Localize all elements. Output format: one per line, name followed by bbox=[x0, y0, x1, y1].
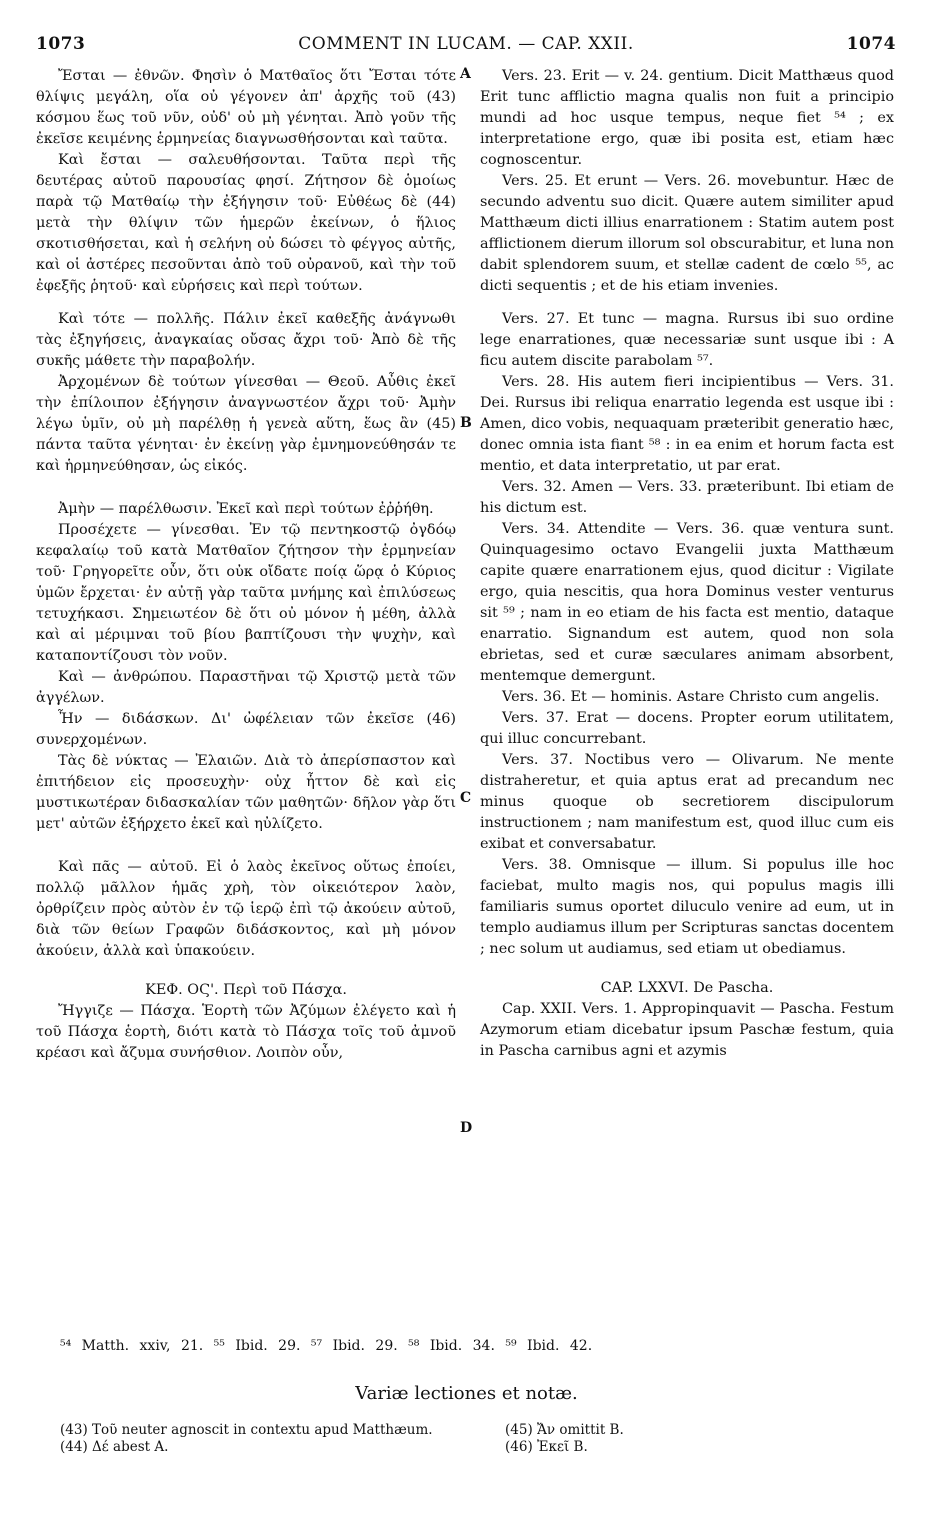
greek-paragraph: Ἤγγιζε — Πάσχα. Ἑορτὴ τῶν Ἀζύμων ἐλέγετο καὶ ἡ τοῦ Πάσχα ἑορτὴ, διότι κατὰ τὸ Πάσχα τοῖς τοῦ ἀμνοῦ κρέασι καὶ ἄζυμα συνήσθιον. Λοιπὸν οὖν, bbox=[36, 1003, 456, 1061]
latin-paragraph: Vers. 34. Attendite — Vers. 36. quæ ventura sunt. Quinquagesimo octavo Evangelii juxta Matthæum capite quære enarrationem ejus, quod dicitur : Vigilate ergo, quia nescitis, qua hora Dominus vester venturus sit ⁵⁹ ; nam in eo etiam de his facta est mentio, dataque enarratio. Signandum est autem, quod non sola ebrietas, sed et curæ sæculares animam absorbent, mentemque demergunt. bbox=[480, 521, 894, 684]
margin-marker-a: A bbox=[460, 66, 471, 82]
variae-right bbox=[505, 1422, 885, 1456]
footnote: ⁵⁹ Ibid. 42. bbox=[505, 1338, 593, 1354]
footnote: ⁵⁴ Matth. xxiv, 21. bbox=[60, 1338, 204, 1354]
latin-paragraph: Vers. 32. Amen — Vers. 33. præteribunt. Ibi etiam de his dictum est. bbox=[480, 479, 894, 516]
running-title: COMMENT IN LUCAM. — CAP. XXII. bbox=[298, 34, 634, 54]
greek-paragraph: Καὶ ἔσται — σαλευθήσονται. Ταῦτα περὶ τῆς δευτέρας αὐτοῦ παρουσίας φησί. Ζήτησον δὲ ὁμοίως παρὰ τῷ Ματθαίῳ τὴν ἐξήγησιν τοῦ· Εὐθέως δὲ (44) μετὰ τὴν θλίψιν τῶν ἡμερῶν ἐκείνων, ὁ ἥλιος σκοτισθήσεται, καὶ ἡ σελήνη οὐ δώσει τὸ φέγγος αὐτῆς, καὶ οἱ ἀστέρες πεσοῦνται ἀπὸ τοῦ οὐρανοῦ, καὶ τὴν τοῦ ἐφεξῆς ῥητοῦ· καὶ εὑρήσεις καὶ περὶ τούτων. bbox=[36, 152, 456, 294]
variant-note: (44) Δέ abest A. bbox=[60, 1439, 169, 1455]
variae-title: Variæ lectiones et notæ. bbox=[355, 1383, 578, 1404]
right-page-number: 1074 bbox=[846, 34, 896, 54]
latin-paragraph: Cap. XXII. Vers. 1. Appropinquavit — Pascha. Festum Azymorum etiam dicebatur ipsum Paschæ festum, quia in Pascha carnibus agni et azymis bbox=[480, 1001, 894, 1059]
greek-paragraph: Καὶ — ἀνθρώπου. Παραστῆναι τῷ Χριστῷ μετὰ τῶν ἀγγέλων. bbox=[36, 669, 456, 706]
variant-note: (43) Τοῦ neuter agnoscit in contextu apud Matthæum. bbox=[60, 1422, 433, 1438]
left-page-number: 1073 bbox=[36, 34, 86, 54]
latin-paragraph: Vers. 25. Et erunt — Vers. 26. movebuntur. Hæc de secundo adventu suo dicit. Quære autem similiter apud Matthæum dicti illius enarrationem : Statim autem post afflictionem dierum illorum sol obscurabitur, et luna non dabit splendorem suum, et stellæ cadent de cœlo ⁵⁵, ac dicti sequentis ; et de his etiam invenies. bbox=[480, 173, 894, 294]
greek-paragraph: Καὶ πᾶς — αὐτοῦ. Εἰ ὁ λαὸς ἐκεῖνος οὕτως ἐποίει, πολλῷ μᾶλλον ἡμᾶς χρὴ, τὸν οἰκειότερον λαὸν, ὀρθρίζειν πρὸς αὐτὸν ἐν τῷ ἱερῷ ἐπὶ τῷ ἀκούειν αὐτοῦ, διὰ τῶν θείων Γραφῶν διδάσκοντος, καὶ μὴ μόνον ἀκούειν, ἀλλὰ καὶ ὑπακούειν. bbox=[36, 859, 456, 959]
greek-chapter-heading: ΚΕΦ. ΟϚ'. Περὶ τοῦ Πάσχα. bbox=[145, 982, 347, 998]
greek-paragraph: Ἀμὴν — παρέλθωσιν. Ἐκεῖ καὶ περὶ τούτων ἐῤῥήθη. bbox=[58, 501, 434, 517]
latin-paragraph: Vers. 27. Et tunc — magna. Rursus ibi suo ordine lege enarrationes, quæ necessariæ sunt usque ibi : A ficu autem discite parabolam ⁵⁷. bbox=[480, 311, 894, 369]
greek-column bbox=[36, 66, 456, 1064]
margin-marker-c: C bbox=[460, 790, 472, 806]
latin-paragraph: Vers. 28. His autem fieri incipientibus — Vers. 31. Dei. Rursus ibi reliqua enarratio legenda est usque ibi : Amen, dico vobis, nequaquam præteribit generatio hæc, donec omnia ista fiant ⁵⁸ : in ea enim et horum facta est mentio, et data interpretatio, ut par erat. bbox=[480, 374, 894, 474]
variant-note: (45) Ἄν omittit B. bbox=[505, 1422, 624, 1438]
page-header bbox=[36, 34, 896, 60]
latin-paragraph: Vers. 37. Noctibus vero — Olivarum. Ne mente distraheretur, et quia aptus erat ad precandum nec minus quoque ob secretiorem discipulorum instructionem ; nam manifestum est, quod illuc cum eis exibat et conversabatur. bbox=[480, 752, 894, 852]
greek-paragraph: Ἔσται — ἐθνῶν. Φησὶν ὁ Ματθαῖος ὅτι Ἔσται τότε θλίψις μεγάλη, οἵα οὐ γέγονεν ἀπ' ἀρχῆς τοῦ (43) κόσμου ἕως τοῦ νῦν, οὐδ' οὐ μὴ γένηται. Ἀπὸ γοῦν τῆς ἐκεῖσε κειμένης ἑρμηνείας διαγνωσθήσονται καὶ ταῦτα. bbox=[36, 68, 456, 147]
greek-paragraph: Προσέχετε — γίνεσθαι. Ἐν τῷ πεντηκοστῷ ὀγδόῳ κεφαλαίῳ τοῦ κατὰ Ματθαῖον ζήτησον τὴν ἑρμηνείαν τοῦ· Γρηγορεῖτε οὖν, ὅτι οὐκ οἴδατε ποίᾳ ὥρᾳ ὁ Κύριος ὑμῶν ἔρχεται· ἐν αὐτῇ γὰρ ταῦτα μνήμης καὶ ἐπιλύσεως τετυχήκασι. Σημειωτέον δὲ ὅτι οὐ μόνον ἡ μέθη, ἀλλὰ καὶ αἱ μέριμναι τοῦ βίου βαπτίζουσι τὴν ψυχὴν, καὶ καταποντίζουσι τὸν νοῦν. bbox=[36, 522, 456, 664]
greek-paragraph: Ἀρχομένων δὲ τούτων γίνεσθαι — Θεοῦ. Αὖθις ἐκεῖ τὴν ἐπίλοιπον ἐξήγησιν ἀναγνωστέον ἄχρι τοῦ· Ἀμὴν λέγω ὑμῖν, οὐ μὴ παρέλθῃ ἡ γενεὰ αὕτη, ἕως ἂν (45) πάντα ταῦτα γένηται· ἐν ἐκείνῃ γὰρ ἐμνημονεύθησάν τε καὶ ἡρμηνεύθησαν, ὡς εἰκός. bbox=[36, 374, 456, 474]
greek-paragraph: Καὶ τότε — πολλῆς. Πάλιν ἐκεῖ καθεξῆς ἀνάγνωθι τὰς ἐξηγήσεις, ἀναγκαίας οὔσας ἄχρι τοῦ· Ἀπὸ δὲ τῆς συκῆς μάθετε τὴν παραβολήν. bbox=[36, 311, 456, 369]
latin-paragraph: Vers. 38. Omnisque — illum. Si populus ille hoc faciebat, multo magis nos, qui populus magis illi familiaris sumus oportet diluculo venire ad eum, ut in templo audiamus illum per Scripturas sanctas docentem ; nec solum ut audiamus, sed etiam ut obediamus. bbox=[480, 857, 894, 957]
latin-column bbox=[480, 66, 894, 1062]
footnote: ⁵⁷ Ibid. 29. bbox=[310, 1338, 398, 1354]
greek-paragraph: Ἦν — διδάσκων. Δι' ὠφέλειαν τῶν ἐκεῖσε (46) συνερχομένων. bbox=[36, 711, 456, 748]
margin-marker-d: D bbox=[460, 1120, 473, 1136]
greek-paragraph: Τὰς δὲ νύκτας — Ἐλαιῶν. Διὰ τὸ ἀπερίσπαστον καὶ ἐπιτήδειον εἰς προσευχὴν· οὐχ ἧττον δὲ καὶ εἰς μυστικωτέραν διδασκαλίαν τῶν μαθητῶν· δῆλον γὰρ ὅτι μετ' αὐτῶν ἐξήρχετο ἐκεῖ καὶ ηὐλίζετο. bbox=[36, 753, 456, 832]
latin-paragraph: Vers. 37. Erat — docens. Propter eorum utilitatem, qui illuc concurrebant. bbox=[480, 710, 894, 747]
variae-left bbox=[60, 1422, 460, 1456]
footnote: ⁵⁸ Ibid. 34. bbox=[408, 1338, 495, 1354]
variant-note: (46) Ἐκεῖ B. bbox=[505, 1439, 588, 1455]
margin-marker-b: B bbox=[460, 415, 472, 431]
latin-paragraph: Vers. 36. Et — hominis. Astare Christo cum angelis. bbox=[502, 689, 880, 705]
latin-paragraph: Vers. 23. Erit — v. 24. gentium. Dicit Matthæus quod Erit tunc afflictio magna qualis non fuit a principio mundi ad hoc usque tempus, neque fiet ⁵⁴ ; ex interpretatione ergo, quæ ibi posita est, etiam hæc cognoscentur. bbox=[480, 68, 894, 168]
footnotes bbox=[60, 1338, 900, 1354]
footnote: ⁵⁵ Ibid. 29. bbox=[213, 1338, 301, 1354]
latin-chapter-heading: CAP. LXXVI. De Pascha. bbox=[600, 980, 774, 996]
